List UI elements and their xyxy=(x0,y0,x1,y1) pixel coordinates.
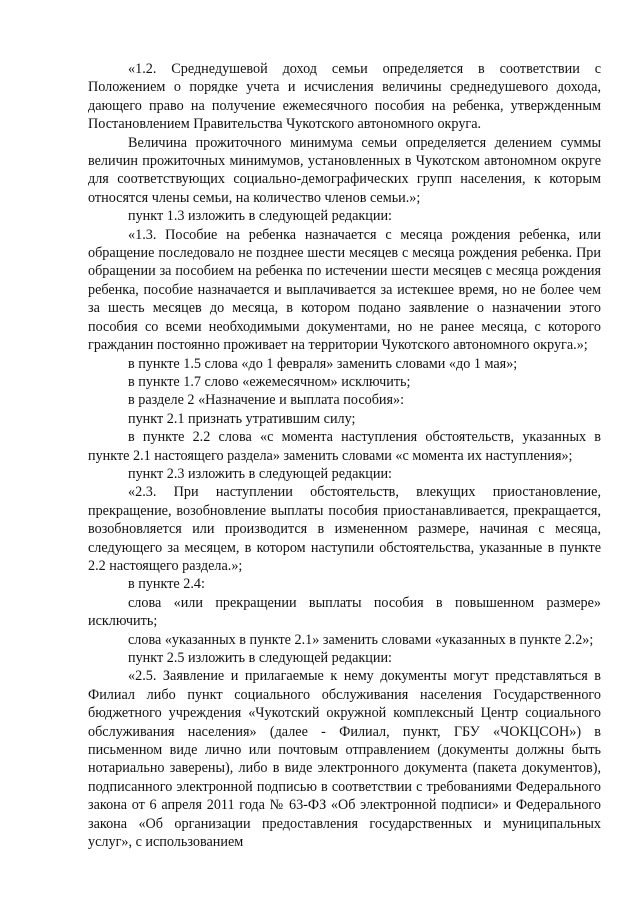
paragraph-2-3: «2.3. При наступлении обстоятельств, влекущих приостановление, прекращение, возобновление выплаты пособия приостанавливается, прекращается, возобновляется или производится в измененном размере, начиная с месяца, следующего за месяцем, в котором наступили обстоятельства, указанные в пункте 2.2 настоящего раздела.»; xyxy=(88,484,601,574)
paragraph-item-2-1: пункт 2.1 признать утратившим силу; xyxy=(128,410,356,427)
paragraph-item-2-2: в пункте 2.2 слова «с момента наступления обстоятельств, указанных в пункте 2.1 настоящего раздела» заменить словами «с момента их наступления»; xyxy=(88,429,601,464)
paragraph-1-2: «1.2. Среднедушевой доход семьи определяется в соответствии с Положением о порядке учета и исчисления величины среднедушевого дохода, дающего право на получение ежемесячного пособия на ребенка, утвержденным Постановлением Правительства Чукотского автономного округа. xyxy=(88,61,601,133)
paragraph-2-5: «2.5. Заявление и прилагаемые к нему документы могут представляться в Филиал либо пункт социального обслуживания населения Государственного бюджетного учреждения «Чукотский окружной комплексный Центр социального обслуживания населения» (далее - Филиал, пункт, ГБУ «ЧОКЦСОН») в письменном виде лично или почтовым отправлением (документы должны быть нотариально заверены), либо в виде электронного документа (пакета документов), подписанного электронной подписью в соответствии с требованиями Федерального закона от 6 апреля 2011 года № 63-ФЗ «Об электронной подписи» и Федерального закона «Об организации предоставления государственных и муниципальных услуг», с использованием xyxy=(88,668,601,851)
paragraph-item-1-7: в пункте 1.7 слово «ежемесячном» исключить; xyxy=(128,373,411,390)
paragraph-item-2-4-words-1: слова «или прекращении выплаты пособия в повышенном размере» исключить; xyxy=(88,594,601,630)
paragraph-1-3: «1.3. Пособие на ребенка назначается с месяца рождения ребенка, или обращение последовало не позднее шести месяцев с месяца рождения ребенка. При обращении за пособием на ребенка по истечении шести месяцев с месяца рождения ребенка, пособие назначается и выплачивается за истекшее время, но не более чем за шесть месяцев до месяца, в котором подано заявление о назначении этого пособия со всеми необходимыми документами, но не ранее месяца, с которого гражданин постоянно проживает на территории Чукотского автономного округа.»; xyxy=(88,226,601,354)
paragraph-item-1-5: в пункте 1.5 слова «до 1 февраля» заменить словами «до 1 мая»; xyxy=(128,355,518,372)
paragraph-section-2: в разделе 2 «Назначение и выплата пособия»: xyxy=(128,392,405,409)
paragraph-item-2-3-intro: пункт 2.3 изложить в следующей редакции: xyxy=(128,465,392,482)
paragraph-item-1-3-intro: пункт 1.3 изложить в следующей редакции: xyxy=(128,208,392,225)
paragraph-subsistence-minimum: Величина прожиточного минимума семьи определяется делением суммы величин прожиточных минимумов, установленных в Чукотском автономном округе для соответствующих социально-демографических групп населения, к которым относятся члены семьи, на количество членов семьи.»; xyxy=(88,134,601,206)
paragraph-item-2-5-intro: пункт 2.5 изложить в следующей редакции: xyxy=(128,650,392,666)
document-page xyxy=(88,60,601,851)
paragraph-item-2-4: в пункте 2.4: xyxy=(128,576,205,593)
paragraph-item-2-4-words-2: слова «указанных в пункте 2.1» заменить словами «указанных в пункте 2.2»; xyxy=(128,631,594,648)
